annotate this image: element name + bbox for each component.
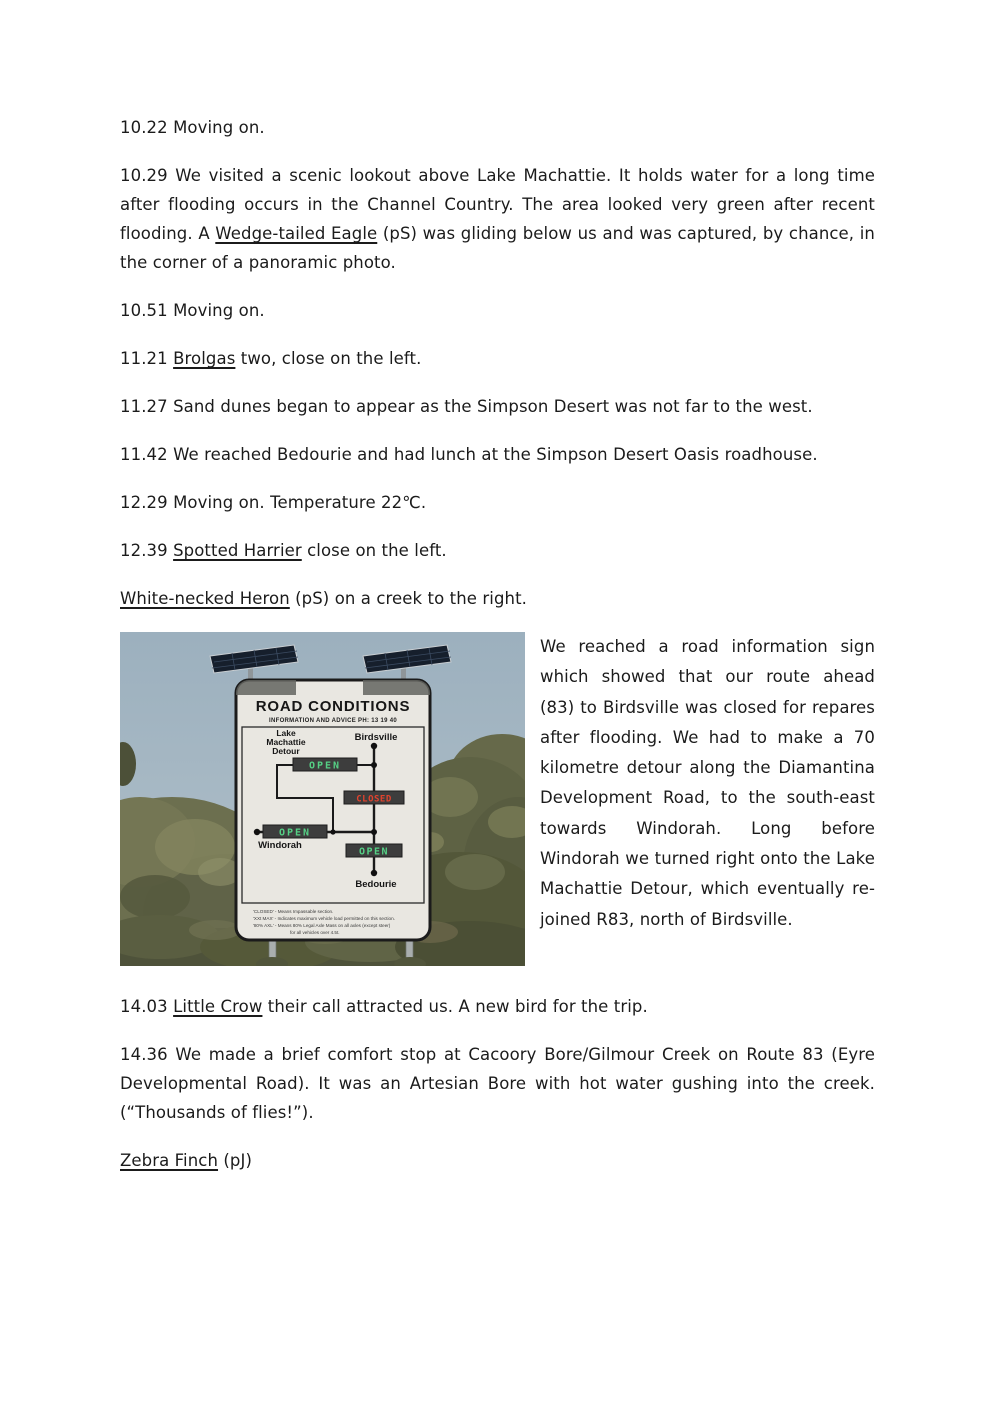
- entry-text: (pS) was gliding below us and was captured, by chance, in the corner of a panoramic photo.: [120, 224, 875, 272]
- diary-entry-heron: [120, 584, 875, 613]
- road-sign-photo: [120, 632, 525, 966]
- led-birdsville-closed: CLOSED: [356, 794, 392, 805]
- species-name-underlined: Wedge-tailed Eagle: [215, 224, 378, 243]
- entry-text: 11.42 We reached Bedourie and had lunch at the Simpson Desert Oasis roadhouse.: [120, 445, 818, 464]
- diary-entry-1142: [120, 440, 875, 469]
- legend-line-1: 'CLOSED' - Means Impassable section.: [253, 909, 334, 914]
- label-detour-1: Lake: [276, 728, 296, 738]
- diary-entry-1436: [120, 1040, 875, 1127]
- entry-text: 14.03: [120, 997, 174, 1016]
- diary-entry-1127: [120, 392, 875, 421]
- diary-entry-1029: [120, 161, 875, 277]
- entry-text: their call attracted us. A new bird for the trip.: [262, 997, 648, 1016]
- label-birdsville: Birdsville: [354, 732, 398, 743]
- diary-entry-1229: [120, 488, 875, 517]
- label-windorah: Windorah: [258, 840, 302, 851]
- species-name-underlined: Spotted Harrier: [173, 541, 302, 560]
- entry-text: 10.29 We visited a scenic lookout above Lake Machattie. It holds water for a long time after flooding occurs in the Channel Country. The area looked very green after recent flooding. A: [120, 166, 875, 243]
- led-detour-open: OPEN: [308, 760, 342, 772]
- label-bedourie: Bedourie: [355, 879, 397, 890]
- diary-entry-zebra-finch: [120, 1146, 875, 1175]
- road-conditions-sign: [236, 680, 430, 940]
- diary-entry-1403: [120, 992, 875, 1021]
- legend-line-2: 'XXt MAX' - Indicates maximum vehicle load permitted on this section.: [253, 916, 395, 921]
- species-name-underlined: Brolgas: [173, 349, 236, 368]
- entry-text: two, close on the left.: [235, 349, 422, 368]
- road-sign-photo-svg: [120, 632, 525, 966]
- entry-text: 11.21: [120, 349, 174, 368]
- diary-entry-1022: [120, 113, 875, 142]
- entry-text: 11.27 Sand dunes began to appear as the Simpson Desert was not far to the west.: [120, 397, 813, 416]
- photo-and-caption-row: [120, 632, 875, 966]
- sign-subtitle: INFORMATION AND ADVICE PH: 13 19 40: [269, 718, 397, 724]
- entry-text: 14.36 We made a brief comfort stop at Cacoory Bore/Gilmour Creek on Route 83 (Eyre Developmental Road). It was an Artesian Bore with hot water gushing into the creek. (“Thousands of flies!”).: [120, 1045, 875, 1122]
- species-name-underlined: Zebra Finch: [120, 1151, 219, 1170]
- entry-text: close on the left.: [301, 541, 447, 560]
- entry-text: 12.29 Moving on. Temperature 22℃.: [120, 493, 427, 512]
- legend-line-4: for all vehicles over 4.5t.: [290, 930, 340, 935]
- legend-line-3: '80% AXL' - Means 80% Legal Axle Mass on all axles (except steer): [253, 923, 391, 928]
- entry-text: (pS) on a creek to the right.: [289, 589, 527, 608]
- species-name-underlined: White-necked Heron: [120, 589, 290, 608]
- led-bedourie-open: OPEN: [358, 846, 390, 858]
- diary-entry-1121: [120, 344, 875, 373]
- caption-text: We reached a road information sign which showed that our route ahead (83) to Birdsville was closed for repares after flooding. We had to make a 70 kilometre detour along the Diamantina Development Road, to the south-east towards Windorah. Long before Windorah we turned right onto the Lake Machattie Detour, which eventually re-joined R83, north of Birdsville.: [540, 637, 875, 929]
- species-name-underlined: Little Crow: [173, 997, 263, 1016]
- label-detour-2: Machattie: [266, 737, 306, 747]
- label-detour-3: Detour: [272, 746, 300, 756]
- photo-caption: [540, 632, 875, 935]
- entry-text: 12.39: [120, 541, 174, 560]
- sign-title: ROAD CONDITIONS: [255, 698, 411, 715]
- entry-text: 10.22 Moving on.: [120, 118, 265, 137]
- led-windorah-open: OPEN: [278, 827, 312, 839]
- diary-entry-1239: [120, 536, 875, 565]
- entry-text: 10.51 Moving on.: [120, 301, 265, 320]
- entry-text: (pJ): [218, 1151, 252, 1170]
- diary-entry-1051: [120, 296, 875, 325]
